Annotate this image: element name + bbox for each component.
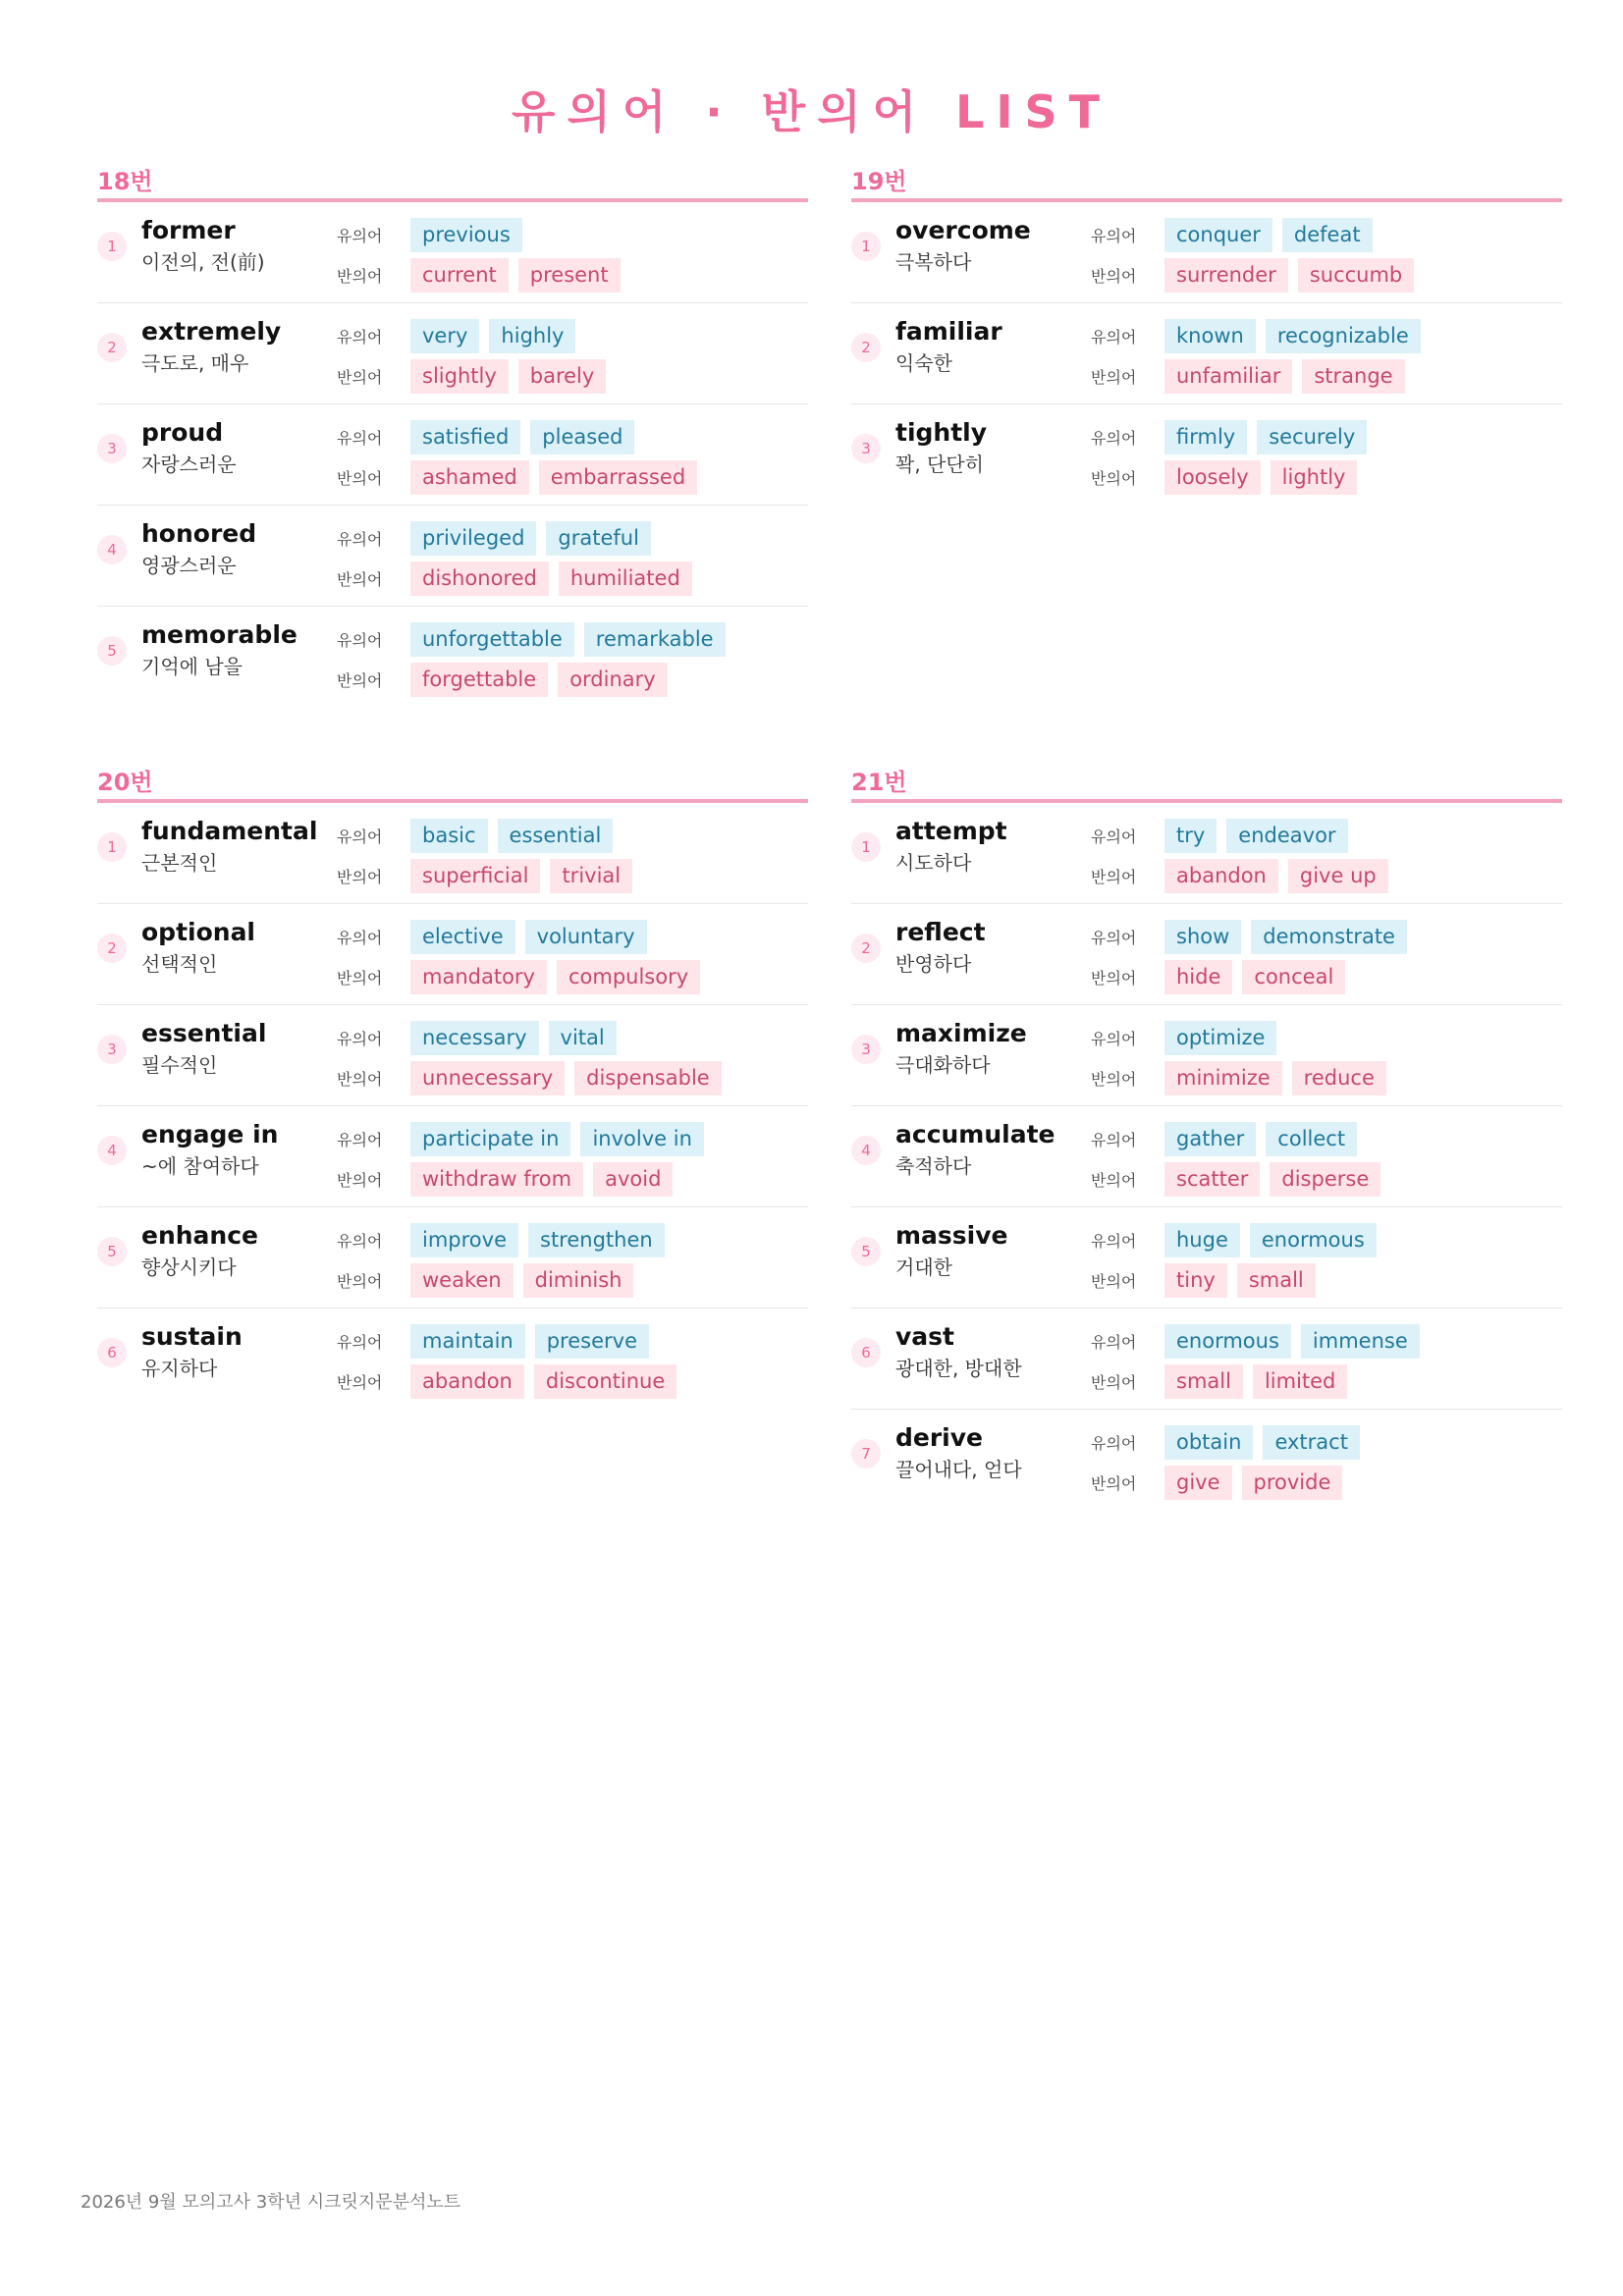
vocab-entry: [851, 303, 1562, 404]
vocab-entry: [97, 404, 808, 506]
synonym-chip: improve: [410, 1223, 518, 1257]
antonym-chip: withdraw from: [410, 1162, 583, 1197]
entry-meaning: 반영하다: [895, 952, 972, 976]
antonym-chip: reduce: [1292, 1061, 1386, 1095]
vocab-entry: [851, 803, 1562, 904]
vocab-entry: [851, 404, 1562, 505]
entry-word: derive: [895, 1423, 984, 1452]
vocab-entry: [97, 607, 808, 707]
antonym-row: [337, 1161, 682, 1197]
antonym-row: [337, 959, 710, 994]
antonym-label: 반의어: [1091, 266, 1137, 286]
synonym-row: [337, 919, 657, 954]
antonym-chip: forgettable: [410, 663, 548, 697]
antonym-chip: ashamed: [410, 460, 529, 495]
entry-meaning: 꽉, 단단히: [895, 453, 984, 476]
synonym-label: 유의어: [337, 1231, 383, 1251]
antonym-chip: tiny: [1164, 1263, 1227, 1298]
antonym-chip: mandatory: [410, 960, 547, 994]
antonym-label: 반의어: [337, 468, 383, 488]
vocab-entry: [851, 202, 1562, 303]
antonym-row: [337, 358, 616, 394]
section-title: 19번: [851, 166, 1562, 202]
entry-meaning: 축적하다: [895, 1154, 972, 1178]
synonym-row: [337, 318, 585, 353]
entry-number-badge: 6: [851, 1338, 881, 1367]
entry-word: attempt: [895, 817, 1007, 845]
antonym-chip: current: [410, 258, 509, 293]
antonym-label: 반의어: [1091, 968, 1137, 988]
antonym-label: 반의어: [337, 670, 383, 690]
vocab-entry: [97, 303, 808, 404]
entry-meaning: 극복하다: [895, 250, 972, 274]
synonym-chip: remarkable: [584, 622, 726, 657]
antonym-chip: abandon: [410, 1364, 524, 1399]
section-20: [97, 767, 808, 1409]
antonym-row: [1091, 1363, 1357, 1399]
antonym-chip: unfamiliar: [1164, 359, 1292, 394]
entry-meaning: 영광스러운: [141, 554, 237, 577]
synonym-label: 유의어: [1091, 1231, 1137, 1251]
synonym-row: [1091, 1424, 1370, 1460]
antonym-chip: succumb: [1298, 258, 1414, 293]
antonym-row: [1091, 959, 1355, 994]
antonym-chip: weaken: [410, 1263, 514, 1298]
antonym-label: 반의어: [1091, 1372, 1137, 1392]
synonym-chip: necessary: [410, 1021, 539, 1055]
synonym-label: 유의어: [1091, 327, 1137, 347]
entry-number-badge: 5: [851, 1237, 881, 1266]
synonym-row: [1091, 919, 1417, 954]
antonym-row: [337, 858, 642, 893]
synonym-row: [337, 419, 644, 454]
entry-meaning: 극도로, 매우: [141, 351, 249, 375]
synonym-label: 유의어: [1091, 1332, 1137, 1352]
synonym-label: 유의어: [1091, 1130, 1137, 1149]
entry-word: proud: [141, 418, 224, 447]
section-18: [97, 166, 808, 707]
antonym-label: 반의어: [337, 968, 383, 988]
synonym-chip: involve in: [580, 1122, 703, 1156]
antonym-label: 반의어: [1091, 1473, 1137, 1493]
synonym-chip: show: [1164, 920, 1241, 954]
antonym-row: [1091, 1262, 1325, 1298]
synonym-chip: very: [410, 319, 479, 353]
antonym-chip: trivial: [550, 859, 632, 893]
antonym-chip: minimize: [1164, 1061, 1282, 1095]
synonym-label: 유의어: [337, 827, 383, 846]
page-title: 유의어 · 반의어 LIST: [511, 85, 1112, 138]
synonym-label: 유의어: [337, 327, 383, 347]
entry-meaning: 익숙한: [895, 351, 952, 375]
synonym-chip: maintain: [410, 1324, 525, 1359]
antonym-row: [337, 1060, 731, 1095]
antonym-chip: limited: [1253, 1364, 1347, 1399]
antonym-chip: give: [1164, 1466, 1232, 1500]
synonym-chip: preserve: [535, 1324, 649, 1359]
entry-number-badge: 4: [97, 535, 127, 564]
synonym-chip: voluntary: [525, 920, 647, 954]
entry-word: tightly: [895, 418, 988, 447]
synonym-chip: defeat: [1282, 218, 1373, 252]
antonym-row: [1091, 1060, 1396, 1095]
entry-meaning: 유지하다: [141, 1357, 218, 1380]
synonym-label: 유의어: [337, 1029, 383, 1048]
synonym-chip: extract: [1263, 1425, 1360, 1460]
entry-word: familiar: [895, 317, 1002, 346]
vocab-entry: [97, 1005, 808, 1106]
antonym-chip: diminish: [523, 1263, 634, 1298]
entry-number-badge: 1: [851, 232, 881, 261]
synonym-label: 유의어: [337, 928, 383, 947]
synonym-chip: obtain: [1164, 1425, 1253, 1460]
vocab-entry: [851, 1410, 1562, 1510]
antonym-chip: give up: [1288, 859, 1388, 893]
antonym-chip: hide: [1164, 960, 1232, 994]
entry-meaning: 기억에 남을: [141, 655, 243, 678]
antonym-chip: embarrassed: [539, 460, 697, 495]
antonym-label: 반의어: [337, 1372, 383, 1392]
entry-word: essential: [141, 1019, 267, 1047]
synonym-chip: pleased: [530, 420, 634, 454]
entry-meaning: 광대한, 방대한: [895, 1357, 1022, 1380]
entry-number-badge: 2: [851, 333, 881, 362]
synonym-row: [337, 520, 661, 556]
entry-number-badge: 2: [97, 934, 127, 963]
synonym-chip: basic: [410, 819, 488, 853]
synonym-row: [337, 217, 532, 252]
antonym-chip: dispensable: [574, 1061, 722, 1095]
antonym-chip: superficial: [410, 859, 540, 893]
antonym-chip: lightly: [1271, 460, 1358, 495]
synonym-chip: highly: [489, 319, 575, 353]
antonym-label: 반의어: [337, 367, 383, 387]
synonym-row: [1091, 818, 1358, 853]
synonym-row: [1091, 419, 1377, 454]
synonym-chip: enormous: [1250, 1223, 1377, 1257]
synonym-label: 유의어: [337, 529, 383, 549]
entry-word: optional: [141, 918, 256, 946]
entry-meaning: 거대한: [895, 1255, 952, 1279]
antonym-chip: loosely: [1164, 460, 1261, 495]
vocab-entry: [851, 1308, 1562, 1410]
antonym-chip: slightly: [410, 359, 509, 394]
vocab-entry: [97, 1106, 808, 1207]
synonym-label: 유의어: [337, 226, 383, 245]
synonym-label: 유의어: [337, 1332, 383, 1352]
entry-word: sustain: [141, 1322, 243, 1351]
antonym-row: [337, 662, 677, 697]
synonym-chip: unforgettable: [410, 622, 574, 657]
antonym-chip: abandon: [1164, 859, 1278, 893]
synonym-chip: collect: [1266, 1122, 1357, 1156]
antonym-label: 반의어: [337, 266, 383, 286]
antonym-chip: humiliated: [559, 561, 692, 596]
vocab-entry: [851, 904, 1562, 1005]
entry-word: honored: [141, 519, 257, 548]
synonym-label: 유의어: [337, 630, 383, 650]
antonym-row: [1091, 358, 1415, 394]
synonym-chip: securely: [1257, 420, 1367, 454]
synonym-row: [337, 1020, 626, 1055]
vocab-entry: [97, 904, 808, 1005]
antonym-row: [337, 1363, 686, 1399]
synonym-chip: satisfied: [410, 420, 520, 454]
entry-word: reflect: [895, 918, 986, 946]
antonym-chip: dishonored: [410, 561, 549, 596]
entry-word: massive: [895, 1221, 1008, 1250]
entry-meaning: 선택적인: [141, 952, 218, 976]
antonym-row: [337, 561, 702, 596]
entry-meaning: 시도하다: [895, 851, 972, 875]
antonym-chip: disperse: [1270, 1162, 1380, 1197]
antonym-chip: conceal: [1242, 960, 1345, 994]
antonym-row: [1091, 257, 1424, 293]
antonym-chip: barely: [518, 359, 607, 394]
synonym-row: [1091, 318, 1431, 353]
synonym-chip: gather: [1164, 1122, 1256, 1156]
antonym-row: [1091, 1465, 1352, 1500]
footer-note: 2026년 9월 모의고사 3학년 시크릿지문분석노트: [81, 2192, 461, 2213]
synonym-label: 유의어: [1091, 428, 1137, 448]
entry-word: former: [141, 216, 236, 244]
entry-meaning: 근본적인: [141, 851, 218, 875]
synonym-chip: participate in: [410, 1122, 570, 1156]
antonym-chip: avoid: [593, 1162, 673, 1197]
entry-number-badge: 1: [97, 232, 127, 261]
synonym-row: [1091, 1121, 1367, 1156]
entry-meaning: 끌어내다, 얻다: [895, 1458, 1022, 1481]
synonym-chip: known: [1164, 319, 1256, 353]
synonym-label: 유의어: [1091, 1029, 1137, 1048]
entry-meaning: 자랑스러운: [141, 453, 237, 476]
synonym-chip: privileged: [410, 521, 536, 556]
synonym-label: 유의어: [1091, 928, 1137, 947]
antonym-label: 반의어: [337, 569, 383, 589]
synonym-chip: grateful: [546, 521, 651, 556]
antonym-row: [337, 1262, 643, 1298]
entry-meaning: 향상시키다: [141, 1255, 237, 1279]
vocab-entry: [97, 506, 808, 607]
antonym-label: 반의어: [337, 1271, 383, 1291]
vocab-entry: [97, 202, 808, 303]
synonym-chip: optimize: [1164, 1021, 1276, 1055]
synonym-row: [1091, 217, 1382, 252]
synonym-label: 유의어: [1091, 827, 1137, 846]
synonym-row: [337, 621, 735, 657]
vocab-entry: [97, 1207, 808, 1308]
antonym-label: 반의어: [1091, 1170, 1137, 1190]
vocab-entry: [851, 1106, 1562, 1207]
synonym-row: [1091, 1323, 1430, 1359]
antonym-row: [1091, 1161, 1390, 1197]
synonym-label: 유의어: [1091, 226, 1137, 245]
entry-number-badge: 5: [97, 636, 127, 666]
section-title: 21번: [851, 767, 1562, 803]
section-title: 18번: [97, 166, 808, 202]
antonym-row: [337, 459, 707, 495]
synonym-chip: enormous: [1164, 1324, 1291, 1359]
antonym-label: 반의어: [1091, 1069, 1137, 1089]
antonym-chip: ordinary: [558, 663, 668, 697]
synonym-chip: previous: [410, 218, 522, 252]
antonym-chip: scatter: [1164, 1162, 1260, 1197]
antonym-label: 반의어: [1091, 367, 1137, 387]
synonym-row: [337, 1121, 714, 1156]
entry-word: overcome: [895, 216, 1031, 244]
entry-number-badge: 1: [97, 832, 127, 862]
entry-word: enhance: [141, 1221, 258, 1250]
entry-number-badge: 3: [851, 434, 881, 463]
antonym-row: [1091, 858, 1398, 893]
synonym-chip: essential: [498, 819, 614, 853]
antonym-row: [1091, 459, 1367, 495]
section-19: [851, 166, 1562, 505]
synonym-chip: demonstrate: [1251, 920, 1407, 954]
entry-number-badge: 3: [97, 1035, 127, 1064]
antonym-label: 반의어: [337, 1069, 383, 1089]
entry-word: vast: [895, 1322, 954, 1351]
synonym-chip: strengthen: [528, 1223, 665, 1257]
antonym-chip: discontinue: [534, 1364, 676, 1399]
vocab-entry: [851, 1207, 1562, 1308]
antonym-chip: strange: [1302, 359, 1404, 394]
antonym-label: 반의어: [1091, 468, 1137, 488]
synonym-chip: elective: [410, 920, 515, 954]
synonym-chip: endeavor: [1226, 819, 1347, 853]
synonym-chip: immense: [1301, 1324, 1420, 1359]
antonym-chip: provide: [1242, 1466, 1343, 1500]
entry-word: maximize: [895, 1019, 1027, 1047]
section-title: 20번: [97, 767, 808, 803]
antonym-chip: unnecessary: [410, 1061, 565, 1095]
entry-number-badge: 6: [97, 1338, 127, 1367]
entry-number-badge: 1: [851, 832, 881, 862]
antonym-label: 반의어: [337, 1170, 383, 1190]
entry-number-badge: 2: [97, 333, 127, 362]
synonym-chip: firmly: [1164, 420, 1247, 454]
entry-number-badge: 4: [97, 1136, 127, 1165]
vocab-entry: [851, 1005, 1562, 1106]
antonym-label: 반의어: [1091, 867, 1137, 886]
antonym-chip: compulsory: [557, 960, 700, 994]
synonym-row: [1091, 1020, 1286, 1055]
synonym-row: [337, 1222, 675, 1257]
synonym-chip: huge: [1164, 1223, 1240, 1257]
synonym-chip: recognizable: [1266, 319, 1421, 353]
entry-meaning: 극대화하다: [895, 1053, 991, 1077]
entry-number-badge: 3: [97, 434, 127, 463]
section-21: [851, 767, 1562, 1510]
entry-word: extremely: [141, 317, 282, 346]
entry-word: accumulate: [895, 1120, 1055, 1148]
antonym-chip: surrender: [1164, 258, 1288, 293]
synonym-label: 유의어: [1091, 1433, 1137, 1453]
synonym-row: [337, 818, 622, 853]
entry-number-badge: 3: [851, 1035, 881, 1064]
entry-meaning: 필수적인: [141, 1053, 218, 1077]
entry-meaning: ~에 참여하다: [141, 1154, 259, 1178]
synonym-chip: vital: [549, 1021, 617, 1055]
vocab-entry: [97, 1308, 808, 1409]
entry-word: engage in: [141, 1120, 279, 1148]
synonym-row: [1091, 1222, 1386, 1257]
antonym-chip: small: [1164, 1364, 1243, 1399]
antonym-label: 반의어: [1091, 1271, 1137, 1291]
vocab-entry: [97, 803, 808, 904]
synonym-label: 유의어: [337, 1130, 383, 1149]
entry-word: memorable: [141, 620, 298, 649]
entry-number-badge: 4: [851, 1136, 881, 1165]
entry-number-badge: 7: [851, 1439, 881, 1468]
synonym-chip: conquer: [1164, 218, 1272, 252]
synonym-chip: try: [1164, 819, 1217, 853]
entry-number-badge: 2: [851, 934, 881, 963]
entry-word: fundamental: [141, 817, 318, 845]
entry-meaning: 이전의, 전(前): [141, 250, 265, 274]
synonym-label: 유의어: [337, 428, 383, 448]
antonym-chip: small: [1237, 1263, 1316, 1298]
antonym-label: 반의어: [337, 867, 383, 886]
entry-number-badge: 5: [97, 1237, 127, 1266]
synonym-row: [337, 1323, 659, 1359]
antonym-row: [337, 257, 630, 293]
antonym-chip: present: [518, 258, 621, 293]
